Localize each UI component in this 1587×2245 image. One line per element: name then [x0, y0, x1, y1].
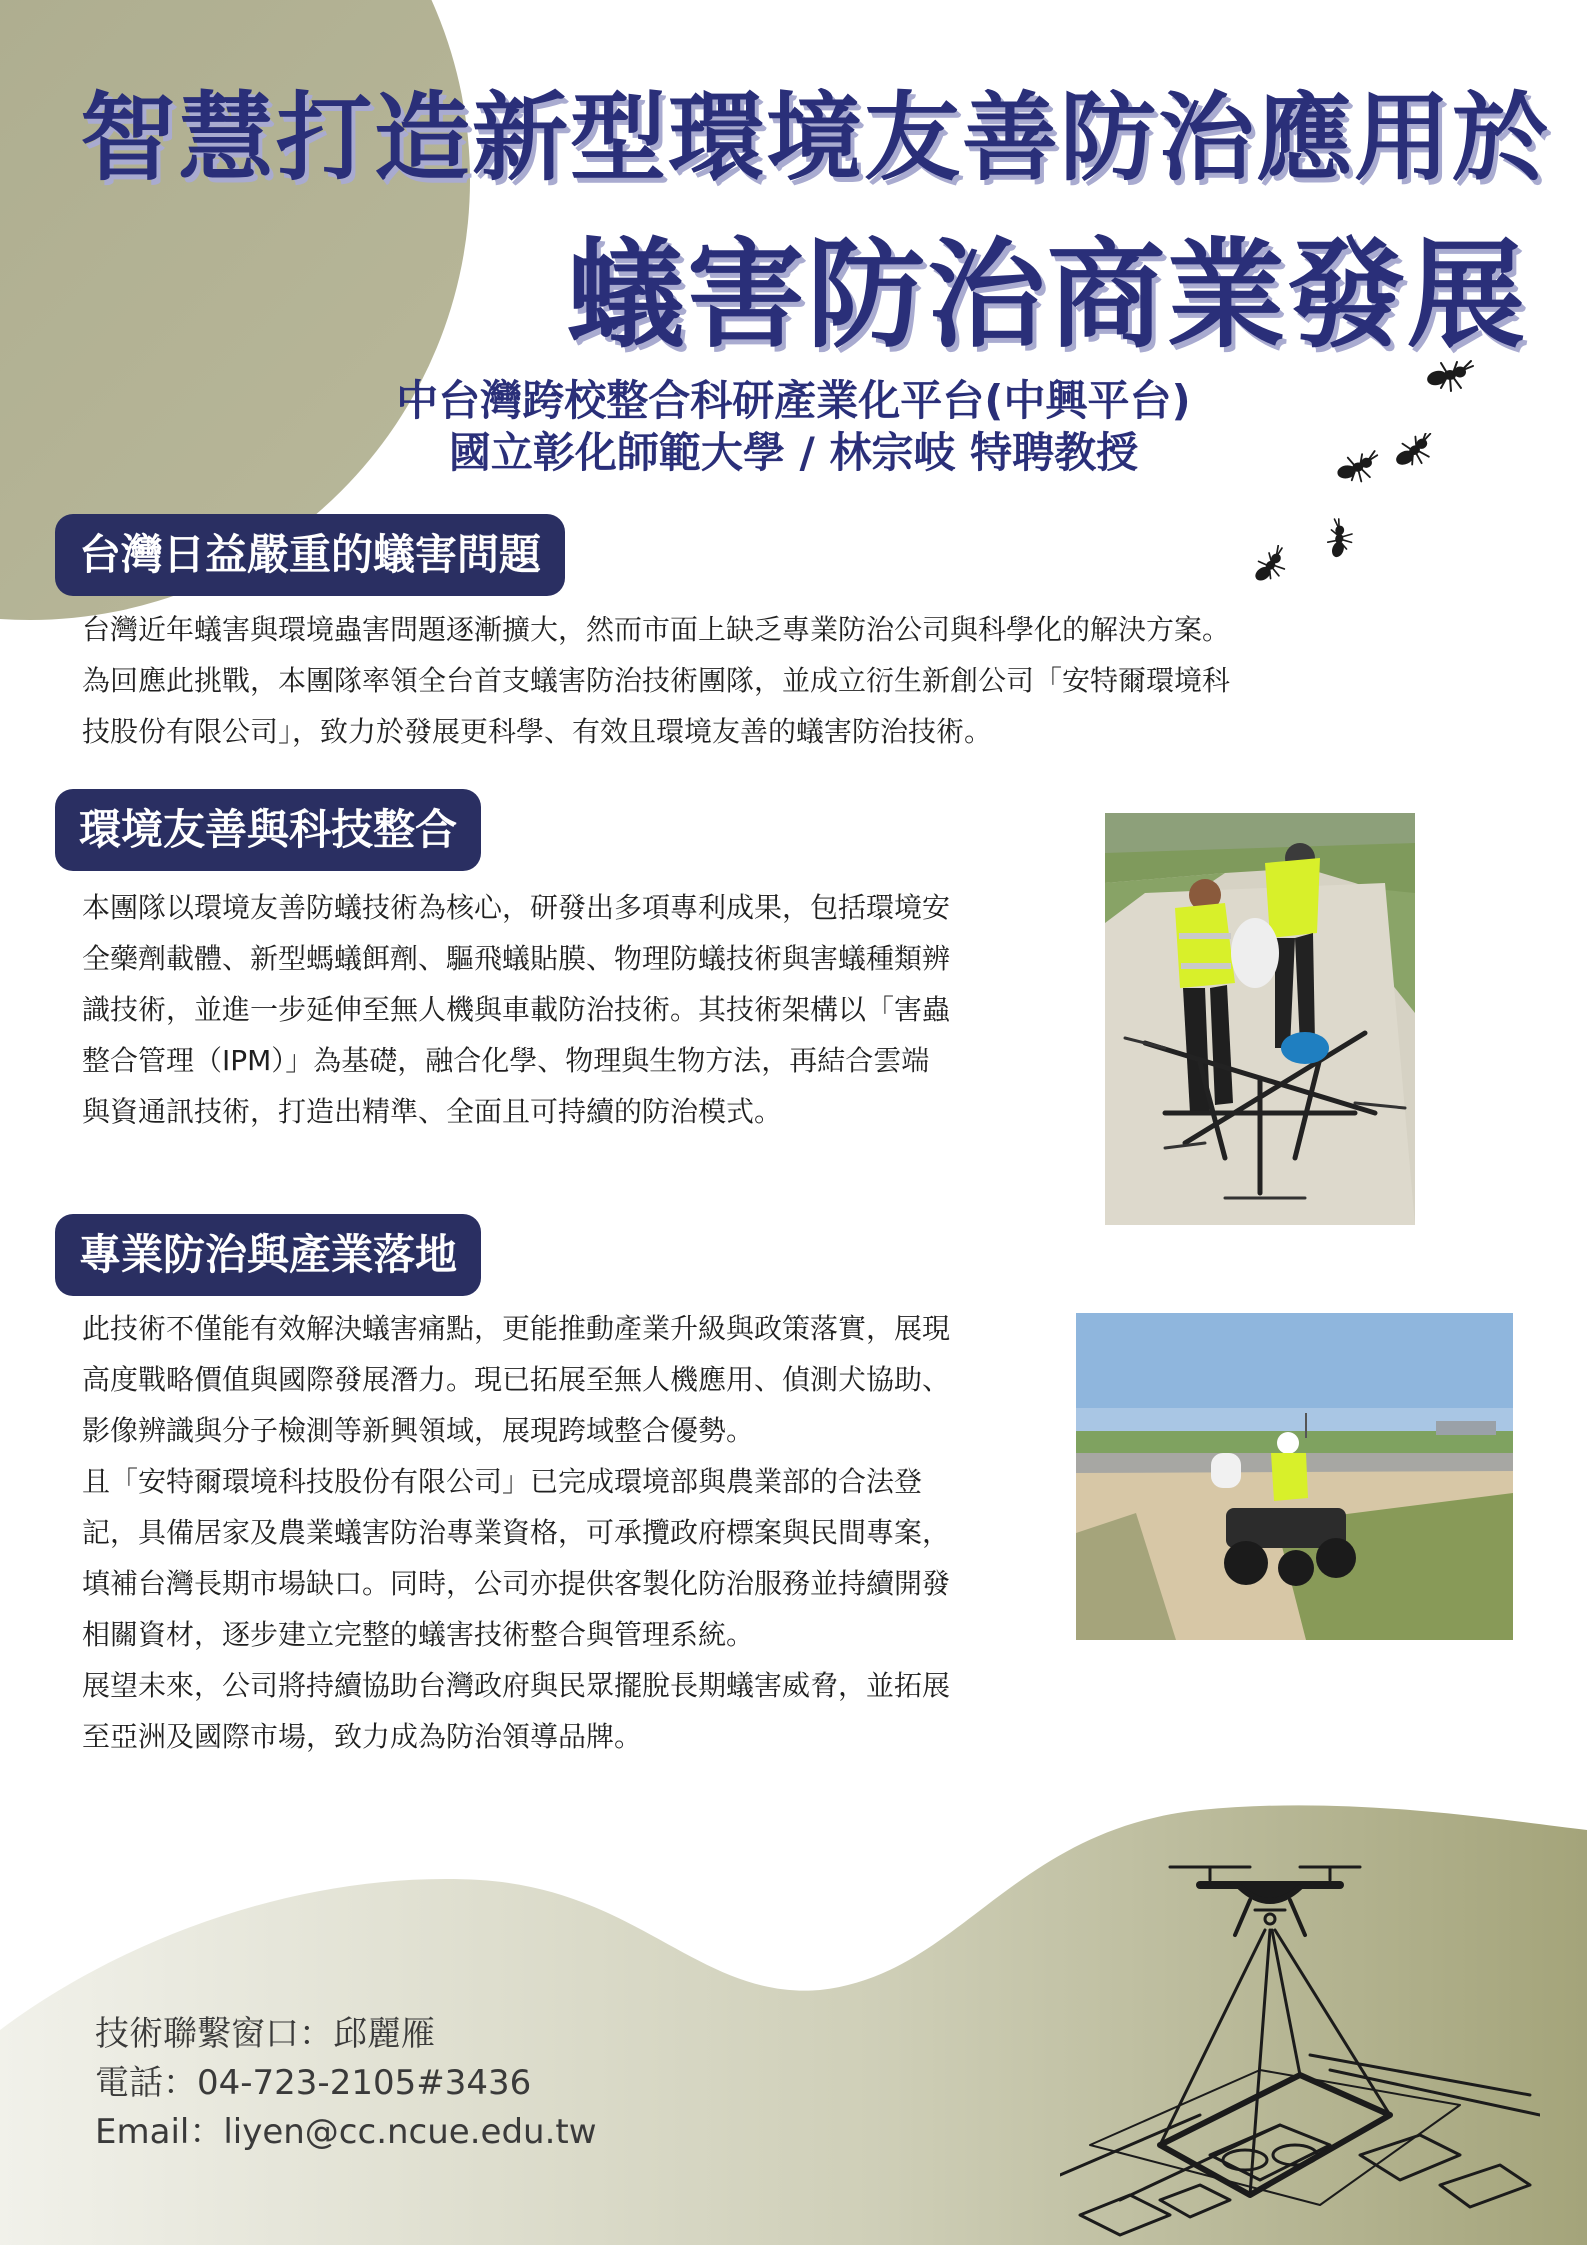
contact-email: Email：liyen@cc.ncue.edu.tw — [95, 2112, 597, 2152]
contact-info — [95, 2010, 597, 2157]
paragraph-line: 整合管理（IPM）」為基礎，融合化學、物理與生物方法，再結合雲端 — [82, 1044, 930, 1077]
paragraph-line: 識技術，並進一步延伸至無人機與車載防治技術。其技術架構以「害蟲 — [82, 993, 951, 1026]
paragraph-line: 填補台灣長期市場缺口。同時，公司亦提供客製化防治服務並持續開發 — [82, 1567, 951, 1600]
subtitle-line-2: 國立彰化師範大學 / 林宗岐 特聘教授 — [448, 428, 1139, 477]
section-header-tech-integration: 環境友善與科技整合 — [55, 789, 481, 871]
paragraph-line: 為回應此挑戰，本團隊率領全台首支蟻害防治技術團隊，並成立衍生新創公司「安特爾環境科 — [82, 664, 1231, 697]
section-header-industry: 專業防治與產業落地 — [55, 1214, 481, 1296]
paragraph-line: 且「安特爾環境科技股份有限公司」已完成環境部與農業部的合法登 — [82, 1465, 923, 1498]
section-paragraph-ant-problem — [82, 604, 1382, 757]
ant-icon — [1320, 515, 1360, 563]
section-header-ant-problem: 台灣日益嚴重的蟻害問題 — [55, 514, 565, 596]
paragraph-line: 本團隊以環境友善防蟻技術為核心，研發出多項專利成果，包括環境安 — [82, 891, 951, 924]
paragraph-line: 台灣近年蟻害與環境蟲害問題逐漸擴大，然而市面上缺乏專業防治公司與科學化的解決方案。 — [82, 613, 1231, 646]
ant-icon — [1250, 545, 1292, 587]
paragraph-line: 此技術不僅能有效解決蟻害痛點，更能推動產業升級與政策落實，展現 — [82, 1312, 951, 1345]
contact-phone: 電話：04-723-2105#3436 — [95, 2063, 532, 2103]
paragraph-line: 全藥劑載體、新型螞蟻餌劑、驅飛蟻貼膜、物理防蟻技術與害蟻種類辨 — [82, 942, 951, 975]
ant-icon — [1392, 433, 1438, 469]
title-line-2: 蟻害防治商業發展 — [566, 226, 1527, 364]
paragraph-line: 展望未來，公司將持續協助台灣政府與民眾擺脫長期蟻害威脅，並拓展 — [82, 1669, 951, 1702]
subtitle-line-1: 中台灣跨校整合科研產業化平台(中興平台) — [396, 376, 1191, 425]
paragraph-line: 至亞洲及國際市場，致力成為防治領導品牌。 — [82, 1720, 643, 1753]
contact-person: 技術聯繫窗口：邱麗雁 — [95, 2014, 435, 2054]
paragraph-line: 高度戰略價值與國際發展潛力。現已拓展至無人機應用、偵測犬協助、 — [82, 1363, 951, 1396]
paragraph-line: 記，具備居家及農業蟻害防治專業資格，可承攬政府標案與民間專案， — [82, 1516, 951, 1549]
paragraph-line: 與資通訊技術，打造出精準、全面且可持續的防治模式。 — [82, 1095, 783, 1128]
section-paragraph-industry — [82, 1303, 1042, 1762]
paragraph-line: 技股份有限公司」，致力於發展更科學、有效且環境友善的蟻害防治技術。 — [82, 715, 993, 748]
title-line-1: 智慧打造新型環境友善防治應用於 — [80, 82, 1550, 194]
atv-field-photo — [1076, 1313, 1513, 1640]
drone-icon — [1060, 1855, 1540, 2245]
paragraph-line: 影像辨識與分子檢測等新興領域，展現跨域整合優勢。 — [82, 1414, 755, 1447]
ant-icon — [1425, 358, 1475, 394]
section-paragraph-tech-integration — [82, 882, 1042, 1137]
ant-icon — [1335, 450, 1381, 486]
drone-field-photo — [1105, 813, 1415, 1225]
paragraph-line: 相關資材，逐步建立完整的蟻害技術整合與管理系統。 — [82, 1618, 755, 1651]
